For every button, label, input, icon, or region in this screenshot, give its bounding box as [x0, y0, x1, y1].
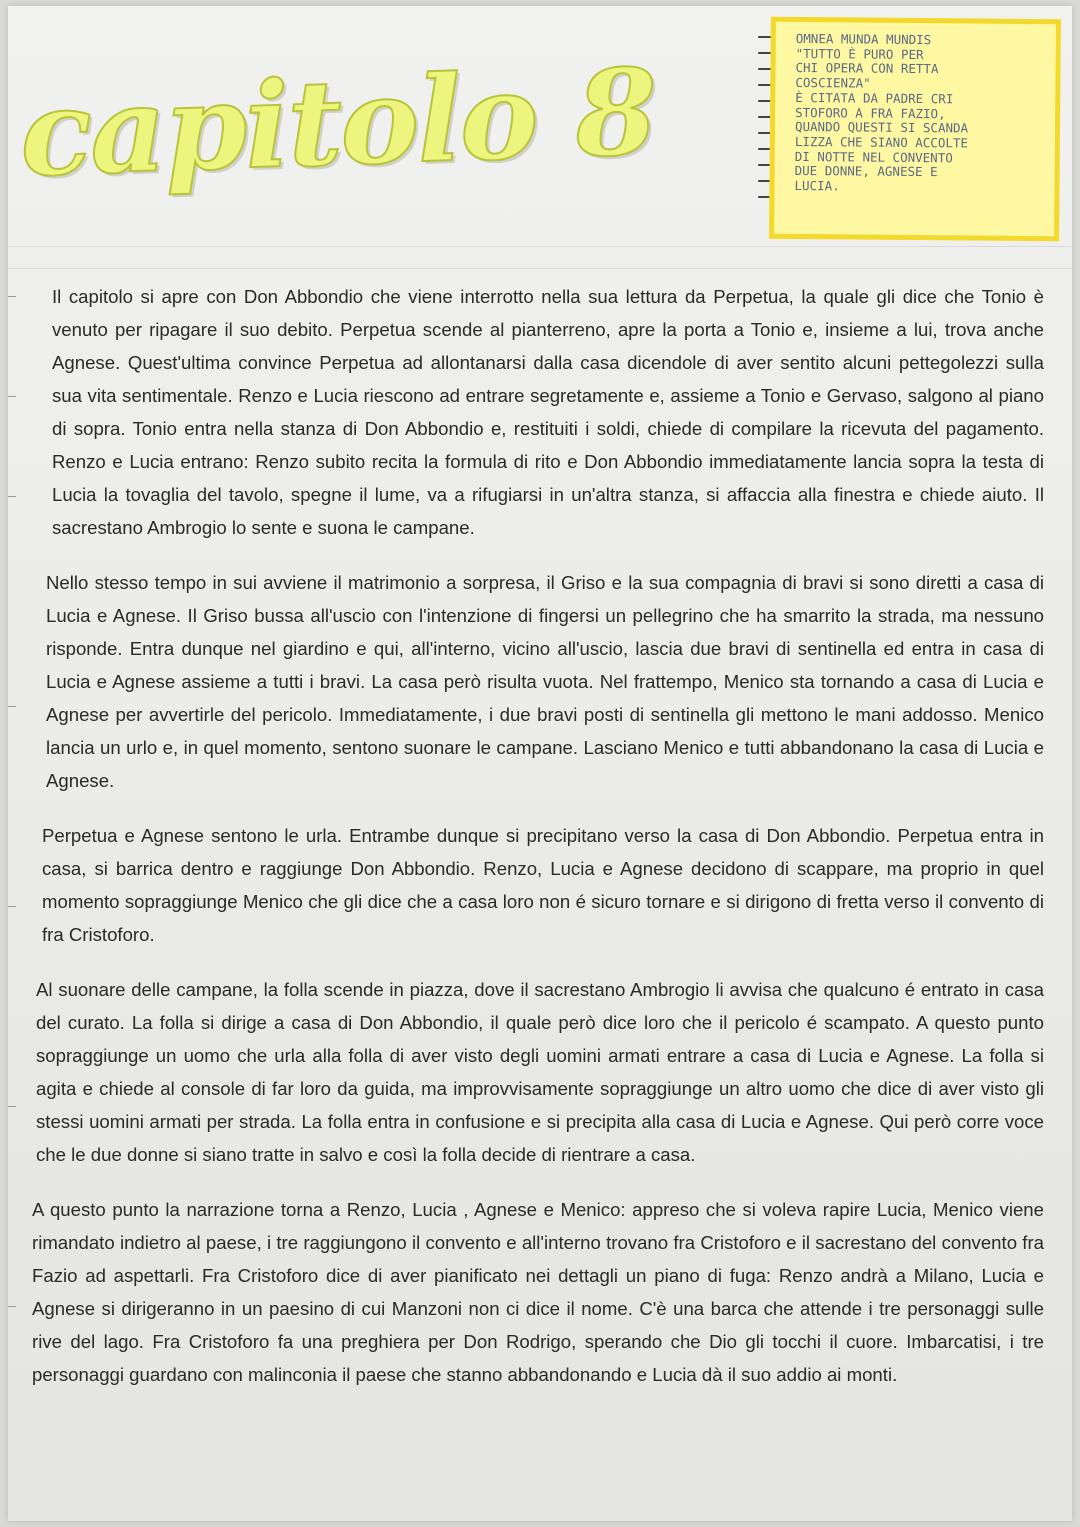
margin-tick [8, 906, 16, 907]
side-note-box [769, 17, 1061, 242]
margin-tick [8, 496, 16, 497]
margin-tick [8, 296, 16, 297]
side-note-text: OMNEA MUNDA MUNDIS "TUTTO È PURO PER CHI OPERA CON RETTA COSCIENZA" È CITATA DA PADRE CRI STOFORO A FRA FAZIO, QUANDO QUESTI SI SCANDA LIZZA CHE SIANO ACCOLTE DI NOTTE NEL CONVENTO DUE DONNE, AGNESE E LUCIA. [794, 30, 969, 194]
margin-tick [8, 1306, 16, 1307]
paragraph: A questo punto la narrazione torna a Renzo, Lucia , Agnese e Menico: appreso che si voleva rapire Lucia, Menico viene rimandato indietro al paese, i tre raggiungono il convento e all'interno trovano fra Cristoforo e il sacrestano del convento fra Fazio ad aspettarli. Fra Cristoforo dice di aver pianificato nei dettagli un piano di fuga: Renzo andrà a Milano, Lucia e Agnese si dirigeranno in un paesino di cui Manzoni non ci dice il nome. C'è una barca che attende i tre personaggi sulle rive del lago. Fra Cristoforo fa una preghiera per Don Rodrigo, sperando che Dio gli tocchi il cuore. Imbarcatisi, i tre personaggi guardano con malinconia il paese che stanno abbandonando e Lucia dà il suo addio ai monti. [32, 1199, 1044, 1385]
chapter-title: capitolo 8 [17, 41, 658, 204]
margin-tick [8, 706, 16, 707]
paragraph: Nello stesso tempo in sui avviene il matrimonio a sorpresa, il Griso e la sua compagnia di bravi si sono diretti a casa di Lucia e Agnese. Il Griso bussa all'uscio con l'intenzione di fingersi un pellegrino che ha smarrito la strada, ma nessuno risponde. Entra dunque nel giardino e qui, all'interno, vicino all'uscio, lascia due bravi di sentinella ed entra in casa di Lucia e Agnese assieme a tutti i bravi. La casa però risulta vuota. Nel frattempo, Menico sta tornando a casa di Lucia e Agnese per avvertirle del pericolo. Immediatamente, i due bravi posti di sentinella gli mettono le mani addosso. Menico lancia un urlo e, in quel momento, sentono suonare le campane. Lasciano Menico e tutti abbandonano la casa di Lucia e Agnese. [46, 572, 1044, 791]
paragraph: Il capitolo si apre con Don Abbondio che viene interrotto nella sua lettura da Perpetua, la quale gli dice che Tonio è venuto per ripagare il suo debito. Perpetua scende al pianterreno, apre la porta a Tonio e, insieme a lui, trova anche Agnese. Quest'ultima convince Perpetua ad allontanarsi dalla casa dicendole di aver sentito alcuni pettegolezzi sulla sua vita sentimentale. Renzo e Lucia riescono ad entrare segretamente e, assieme a Tonio e Gervaso, salgono al piano di sopra. Tonio entra nella stanza di Don Abbondio e, restituiti i soldi, chiede di compilare la ricevuta del pagamento. Renzo e Lucia entrano: Renzo subito recita la formula di rito e Don Abbondio immediatamente lancia sopra la testa di Lucia la tovaglia del tavolo, spegne il lume, va a rifugiarsi in un'altra stanza, si affaccia alla finestra e chiede aiuto. Il sacrestano Ambrogio lo sente e suona le campane. [52, 286, 1044, 538]
ruled-line [8, 268, 1072, 269]
ruled-line [8, 246, 1072, 247]
summary-text [32, 280, 1044, 1413]
paragraph: Perpetua e Agnese sentono le urla. Entrambe dunque si precipitano verso la casa di Don Abbondio. Perpetua entra in casa, si barrica dentro e raggiunge Don Abbondio. Renzo, Lucia e Agnese decidono di scappare, ma proprio in quel momento sopraggiunge Menico che gli dice che a casa loro non é sicuro tornare e si dirigono di fretta verso il convento di fra Cristoforo. [42, 825, 1044, 945]
paragraph: Al suonare delle campane, la folla scende in piazza, dove il sacrestano Ambrogio li avvisa che qualcuno é entrato in casa del curato. La folla si dirige a casa di Don Abbondio, il quale però dice loro che il pericolo é scampato. A questo punto sopraggiunge un uomo che urla alla folla di aver visto degli uomini armati entrare a casa di Lucia e Agnese. La folla si agita e chiede al console di far loro da guida, ma improvvisamente sopraggiunge un altro uomo che dice di aver visto gli stessi uomini armati per strada. La folla entra in confusione e si precipita alla casa di Lucia e Agnese. Qui però corre voce che le due donne si siano tratte in salvo e così la folla decide di rientrare a casa. [36, 979, 1044, 1165]
margin-tick [8, 1106, 16, 1107]
notebook-page [8, 6, 1072, 1521]
margin-tick [8, 396, 16, 397]
